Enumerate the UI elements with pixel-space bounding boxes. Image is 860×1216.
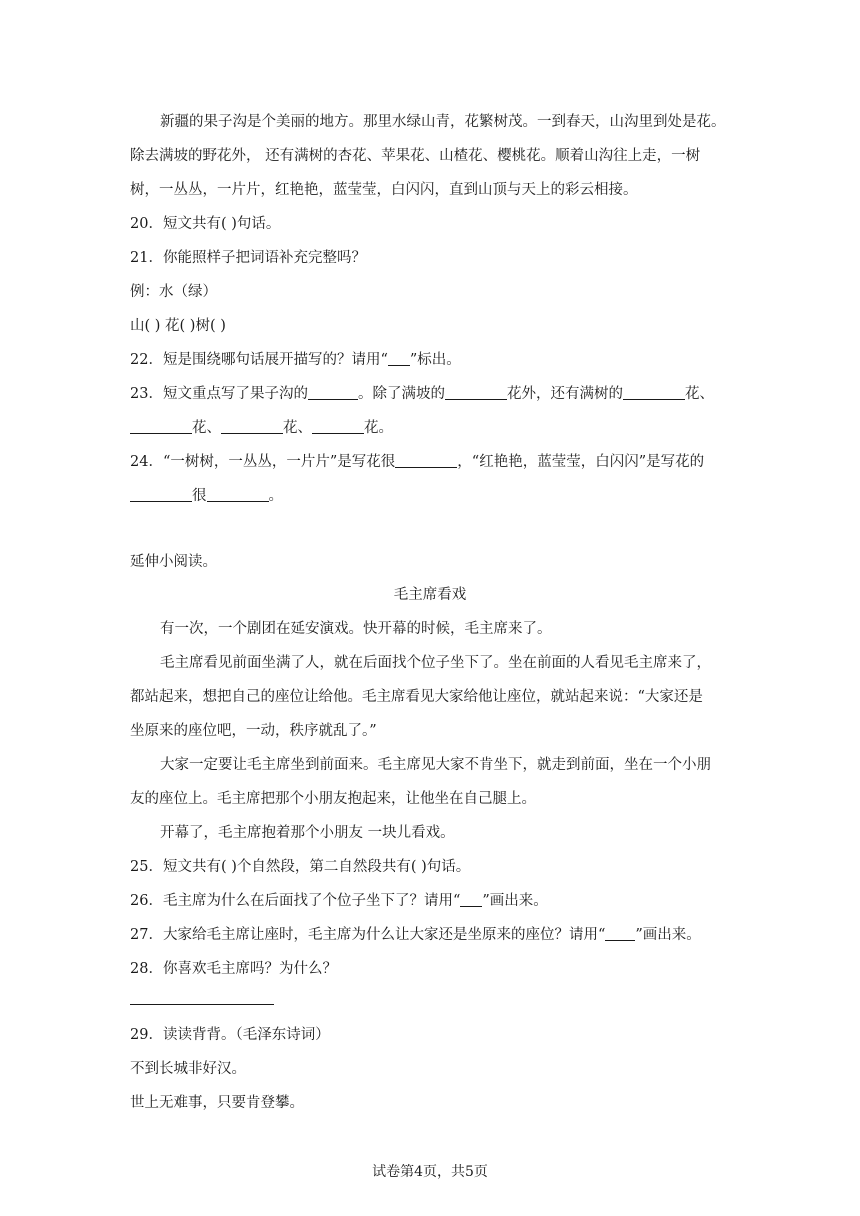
question-25: 25．短文共有( )个自然段，第二自然段共有( )句话。 xyxy=(130,859,471,875)
passage1-line-3: 树，一丛丛，一片片，红艳艳，蓝莹莹，白闪闪，直到山顶与天上的彩云相接。 xyxy=(130,182,638,198)
question-24-line-1 xyxy=(130,452,704,472)
question-23-line-2 xyxy=(130,418,393,438)
question-21-example: 例：水（绿） xyxy=(130,284,217,300)
passage2-line-1: 有一次，一个剧团在延安演戏。快开幕的时候，毛主席来了。 xyxy=(160,621,552,637)
q27-text-b: ”画出来。 xyxy=(635,927,701,943)
question-24-line-2 xyxy=(130,486,283,506)
question-21: 21．你能照样子把词语补充完整吗？ xyxy=(130,250,366,266)
q23-text-d: 花、 xyxy=(684,386,714,402)
q23-text-f: 花、 xyxy=(283,420,312,436)
q23-text-e: 花、 xyxy=(192,420,221,436)
passage2-line-2: 毛主席看见前面坐满了人，就在后面找个位子坐下了。坐在前面的人看见毛主席来了， xyxy=(160,655,711,671)
passage1-line-1: 新疆的果子沟是个美丽的地方。那里水绿山青，花繁树茂。一到春天，山沟里到处是花。 xyxy=(160,114,726,130)
q24-text-d: 。 xyxy=(268,488,283,504)
q26-text-a: 26．毛主席为什么在后面找了个位子坐下了？请用“ xyxy=(130,893,461,909)
question-23-line-1 xyxy=(130,384,714,404)
answer-line[interactable] xyxy=(130,1004,274,1005)
passage2-line-5: 大家一定要让毛主席坐到前面来。毛主席见大家不肯坐下，就走到前面，坐在一个小朋 xyxy=(160,757,711,773)
section-heading: 延伸小阅读。 xyxy=(130,554,217,570)
question-27 xyxy=(130,925,701,945)
q27-text-a: 27．大家给毛主席让座时，毛主席为什么让大家还是坐原来的座位？请用“ xyxy=(130,927,606,943)
page-footer: 试卷第4页，共5页 xyxy=(372,1164,488,1180)
answer-blank[interactable] xyxy=(445,384,507,400)
passage2-line-3: 都站起来，想把自己的座位让给他。毛主席看见大家给他让座位，就站起来说：“大家还是 xyxy=(130,689,703,705)
passage2-line-6: 友的座位上。毛主席把那个小朋友抱起来，让他坐在自己腿上。 xyxy=(130,791,536,807)
answer-blank[interactable] xyxy=(207,486,269,502)
underline-mark-blank xyxy=(605,925,635,941)
answer-blank[interactable] xyxy=(130,418,192,434)
passage2-line-7: 开幕了，毛主席抱着那个小朋友 一块儿看戏。 xyxy=(160,825,455,841)
question-21-blanks: 山( ) 花( )树( ) xyxy=(130,318,226,334)
q24-text-a: 24．“一树树，一丛丛，一片片”是写花很 xyxy=(130,454,396,470)
q23-text-b: 。除了满坡的 xyxy=(357,386,445,402)
q23-text-g: 花。 xyxy=(364,420,393,436)
q23-text-c: 花外，还有满树的 xyxy=(506,386,623,402)
answer-blank[interactable] xyxy=(395,452,457,468)
answer-blank[interactable] xyxy=(130,486,192,502)
question-29: 29．读读背背。（毛泽东诗词） xyxy=(130,1027,330,1043)
passage2-line-4: 坐原来的座位吧，一动，秩序就乱了。” xyxy=(130,723,377,739)
q24-text-c: 很 xyxy=(192,488,207,504)
answer-blank[interactable] xyxy=(221,418,283,434)
passage-title: 毛主席看戏 xyxy=(393,587,467,603)
question-26 xyxy=(130,891,548,911)
q24-text-b: ，“红艳艳，蓝莹莹，白闪闪”是写花的 xyxy=(457,454,705,470)
answer-blank[interactable] xyxy=(308,384,358,400)
poem-line-2: 世上无难事，只要肯登攀。 xyxy=(130,1095,304,1111)
underline-mark-blank xyxy=(388,350,410,366)
answer-blank[interactable] xyxy=(623,384,685,400)
q23-text-a: 23．短文重点写了果子沟的 xyxy=(130,386,308,402)
question-22-text-a: 22．短是围绕哪句话展开描写的？请用“ xyxy=(130,352,388,368)
underline-mark-blank xyxy=(460,891,482,907)
poem-line-1: 不到长城非好汉。 xyxy=(130,1061,246,1077)
question-28: 28．你喜欢毛主席吗？为什么？ xyxy=(130,961,337,977)
question-22-text-b: ”标出。 xyxy=(409,352,461,368)
answer-blank[interactable] xyxy=(312,418,364,434)
passage1-line-2: 除去满坡的野花外， 还有满树的杏花、苹果花、山楂花、樱桃花。顺着山沟往上走，一树 xyxy=(130,148,701,164)
question-22 xyxy=(130,350,461,370)
question-20: 20．短文共有( )句话。 xyxy=(130,216,281,232)
q26-text-b: ”画出来。 xyxy=(482,893,548,909)
